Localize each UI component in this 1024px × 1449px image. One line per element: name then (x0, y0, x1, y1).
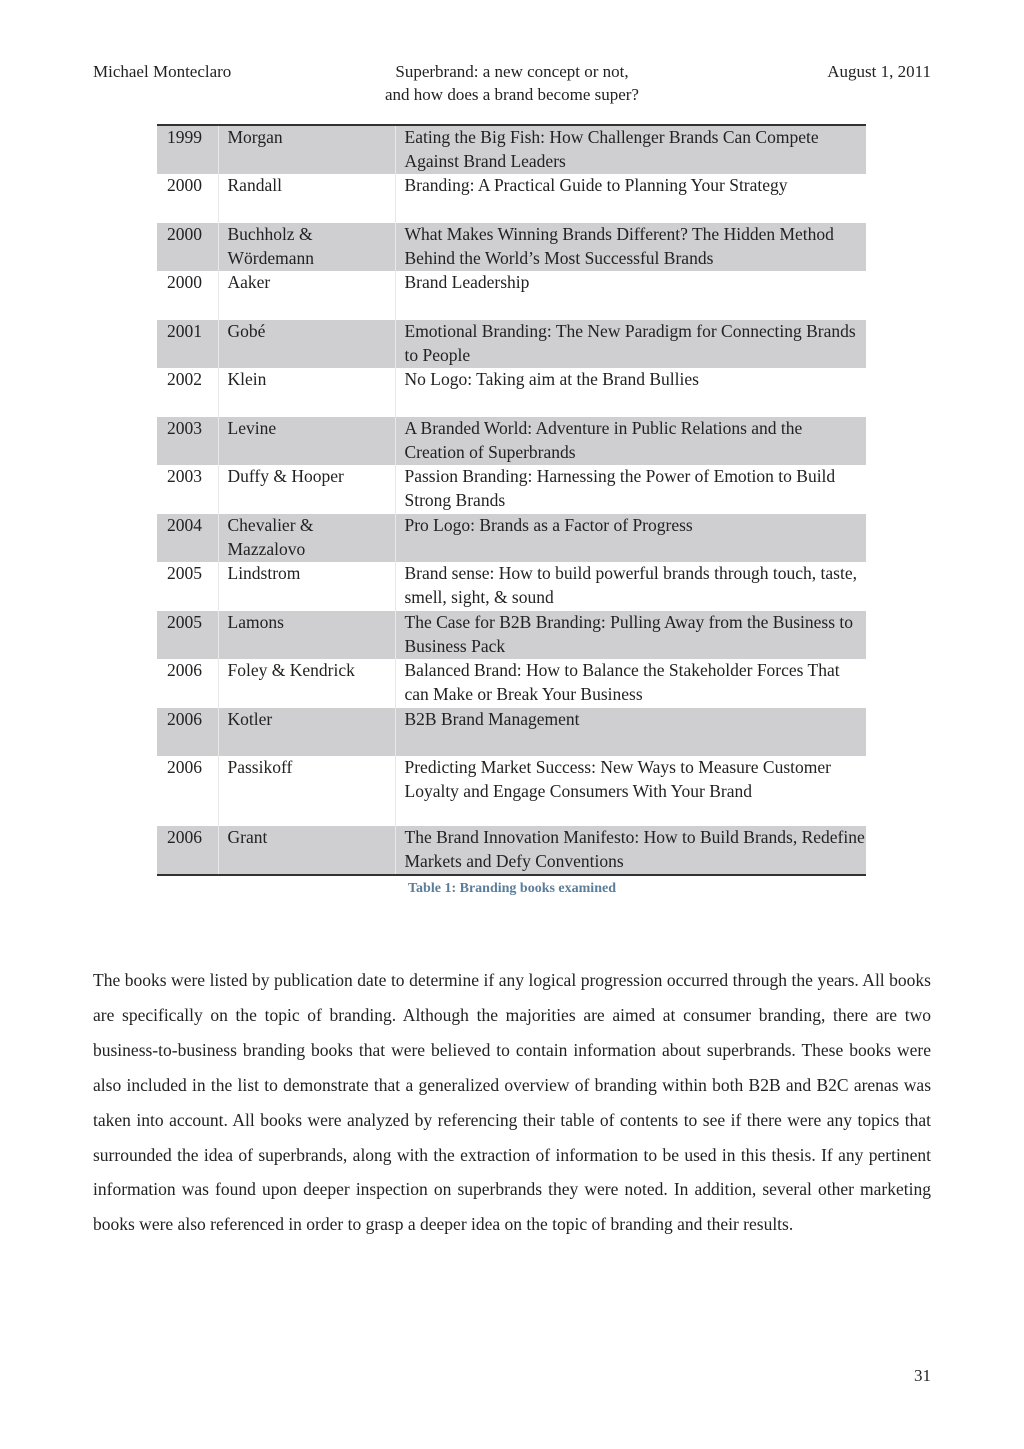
author-cell: Buchholz & Wördemann (218, 223, 395, 271)
book-title-cell: Balanced Brand: How to Balance the Stakeholder Forces That can Make or Break Your Business (395, 659, 866, 708)
year-cell: 2000 (167, 175, 202, 195)
author-cell: Klein (218, 368, 395, 417)
table-row (157, 659, 866, 708)
body-paragraph: The books were listed by publication date to determine if any logical progression occurred through the years. All books are specifically on the topic of branding. Although the majorities are aimed at consumer branding, there are two business-to-business branding books that were believed to contain information about superbrands. These books were also included in the list to demonstrate that a generalized overview of branding within both B2B and B2C arenas was taken into account. All books were analyzed by referencing their table of contents to see if there were any topics that surrounded the idea of superbrands, along with the extraction of information to be used in this thesis. If any pertinent information was found upon deeper inspection on superbrands they were noted. In addition, several other marketing books were also referenced in order to grasp a deeper idea on the topic of branding and their results. (93, 970, 931, 1235)
book-title-cell: Passion Branding: Harnessing the Power of Emotion to Build Strong Brands (395, 465, 866, 514)
year-cell: 2006 (157, 826, 218, 875)
table-row (157, 271, 866, 320)
book-title-cell: Brand sense: How to build powerful brands through touch, taste, smell, sight, & sound (395, 562, 866, 611)
table-row (157, 223, 866, 271)
author-cell: Aaker (218, 271, 395, 320)
table-row (157, 514, 866, 562)
author-cell: Grant (218, 826, 395, 875)
book-title-cell: Branding: A Practical Guide to Planning Your Strategy (395, 174, 866, 223)
year-cell: 2005 (167, 563, 202, 583)
author-cell: Levine (218, 417, 395, 465)
header-title-line-2: and how does a brand become super? (385, 85, 639, 104)
author-cell: Gobé (218, 320, 395, 368)
book-title-cell: Brand Leadership (395, 271, 866, 320)
author-cell: Lindstrom (218, 562, 395, 611)
header-title (93, 60, 931, 106)
author-cell: Duffy & Hooper (218, 465, 395, 514)
year-cell: 2003 (157, 417, 218, 465)
year-cell: 2006 (167, 660, 202, 680)
year-cell: 1999 (157, 125, 218, 174)
book-title-cell: The Brand Innovation Manifesto: How to Build Brands, Redefine Markets and Defy Conventions (395, 826, 866, 875)
book-title-cell: A Branded World: Adventure in Public Relations and the Creation of Superbrands (395, 417, 866, 465)
year-cell: 2000 (167, 272, 202, 292)
table-row (157, 562, 866, 611)
table-row (157, 826, 866, 875)
author-cell: Chevalier & Mazzalovo (218, 514, 395, 562)
year-cell: 2006 (157, 708, 218, 756)
running-header (93, 60, 931, 110)
author-cell: Morgan (218, 125, 395, 174)
author-cell: Randall (218, 174, 395, 223)
table-row (157, 174, 866, 223)
page-number: 31 (914, 1366, 931, 1385)
year-cell: 2002 (167, 369, 202, 389)
author-cell: Kotler (218, 708, 395, 756)
author-cell: Passikoff (218, 756, 395, 826)
book-title-cell: Emotional Branding: The New Paradigm for Connecting Brands to People (395, 320, 866, 368)
table-row (157, 368, 866, 417)
table-row (157, 465, 866, 514)
table-row (157, 125, 866, 174)
author-cell: Lamons (218, 611, 395, 659)
book-title-cell: What Makes Winning Brands Different? The Hidden Method Behind the World’s Most Successful Brands (395, 223, 866, 271)
book-title-cell: Eating the Big Fish: How Challenger Brands Can Compete Against Brand Leaders (395, 125, 866, 174)
table-row (157, 611, 866, 659)
author-cell: Foley & Kendrick (218, 659, 395, 708)
year-cell: 2001 (157, 320, 218, 368)
book-title-cell: No Logo: Taking aim at the Brand Bullies (395, 368, 866, 417)
book-title-cell: Pro Logo: Brands as a Factor of Progress (395, 514, 866, 562)
table-caption: Table 1: Branding books examined (408, 881, 616, 896)
branding-books-table (157, 124, 866, 876)
year-cell: 2004 (157, 514, 218, 562)
year-cell: 2005 (157, 611, 218, 659)
header-title-line-1: Superbrand: a new concept or not, (395, 62, 629, 81)
header-date: August 1, 2011 (827, 62, 931, 81)
year-cell: 2006 (167, 757, 202, 777)
book-title-cell: The Case for B2B Branding: Pulling Away from the Business to Business Pack (395, 611, 866, 659)
header-author: Michael Monteclaro (93, 62, 232, 81)
table-row (157, 417, 866, 465)
table-row (157, 708, 866, 756)
year-cell: 2003 (167, 466, 202, 486)
book-title-cell: B2B Brand Management (395, 708, 866, 756)
table-row (157, 320, 866, 368)
book-title-cell: Predicting Market Success: New Ways to Measure Customer Loyalty and Engage Consumers With Your Brand (395, 756, 866, 826)
year-cell: 2000 (157, 223, 218, 271)
table-row (157, 756, 866, 826)
